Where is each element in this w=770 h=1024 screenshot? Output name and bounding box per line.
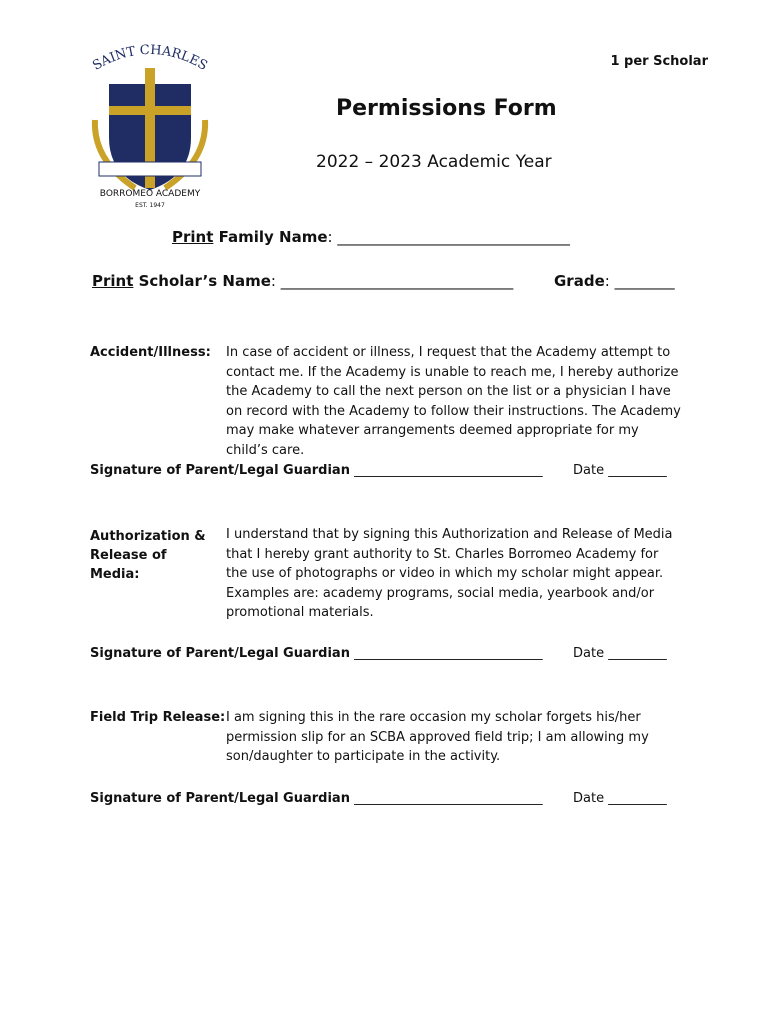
- signature-row-1[interactable]: Signature of Parent/Legal Guardian _____________________________: [90, 463, 543, 478]
- signature-row-2[interactable]: Signature of Parent/Legal Guardian _____________________________: [90, 646, 543, 661]
- accident-label: Accident/Illness:: [90, 345, 211, 360]
- academy-logo: [85, 40, 215, 212]
- academic-year: 2022 – 2023 Academic Year: [316, 152, 552, 172]
- field-trip-label: Field Trip Release:: [90, 710, 226, 725]
- accident-text: In case of accident or illness, I request that the Academy attempt to contact me. If the Academy is unable to reach me, I hereby authorize the Academy to call the next person on the list or a physician I have on record with the Academy to follow their instructions. The Academy may make whatever arrangements deemed appropriate for my child’s care.: [226, 345, 681, 458]
- scholar-name-field[interactable]: Print Scholar’s Name: _______________________________: [92, 272, 514, 290]
- svg-text:BORROMEO ACADEMY: BORROMEO ACADEMY: [99, 189, 201, 199]
- date-field-1[interactable]: Date _________: [573, 463, 667, 478]
- per-scholar-note: 1 per Scholar: [610, 54, 708, 69]
- svg-text:EST. 1947: EST. 1947: [135, 202, 165, 209]
- svg-text:SAINT CHARLES: SAINT CHARLES: [90, 42, 210, 74]
- media-label: Authorization & Release of Media:: [90, 529, 206, 582]
- signature-row-3[interactable]: Signature of Parent/Legal Guardian _____________________________: [90, 791, 543, 806]
- family-name-field[interactable]: Print Family Name: _______________________________: [172, 228, 570, 246]
- grade-field[interactable]: Grade: ________: [554, 272, 675, 290]
- date-field-2[interactable]: Date _________: [573, 646, 667, 661]
- media-text: I understand that by signing this Authorization and Release of Media that I hereby grant authority to St. Charles Borromeo Academy for the use of photographs or video in which my scholar might appear. Examples are: academy programs, social media, yearbook and/or promotional materials.: [226, 527, 673, 620]
- date-field-3[interactable]: Date _________: [573, 791, 667, 806]
- page-title: Permissions Form: [336, 96, 557, 121]
- field-trip-text: I am signing this in the rare occasion my scholar forgets his/her permission slip for an SCBA approved field trip; I am allowing my son/daughter to participate in the activity.: [226, 710, 649, 764]
